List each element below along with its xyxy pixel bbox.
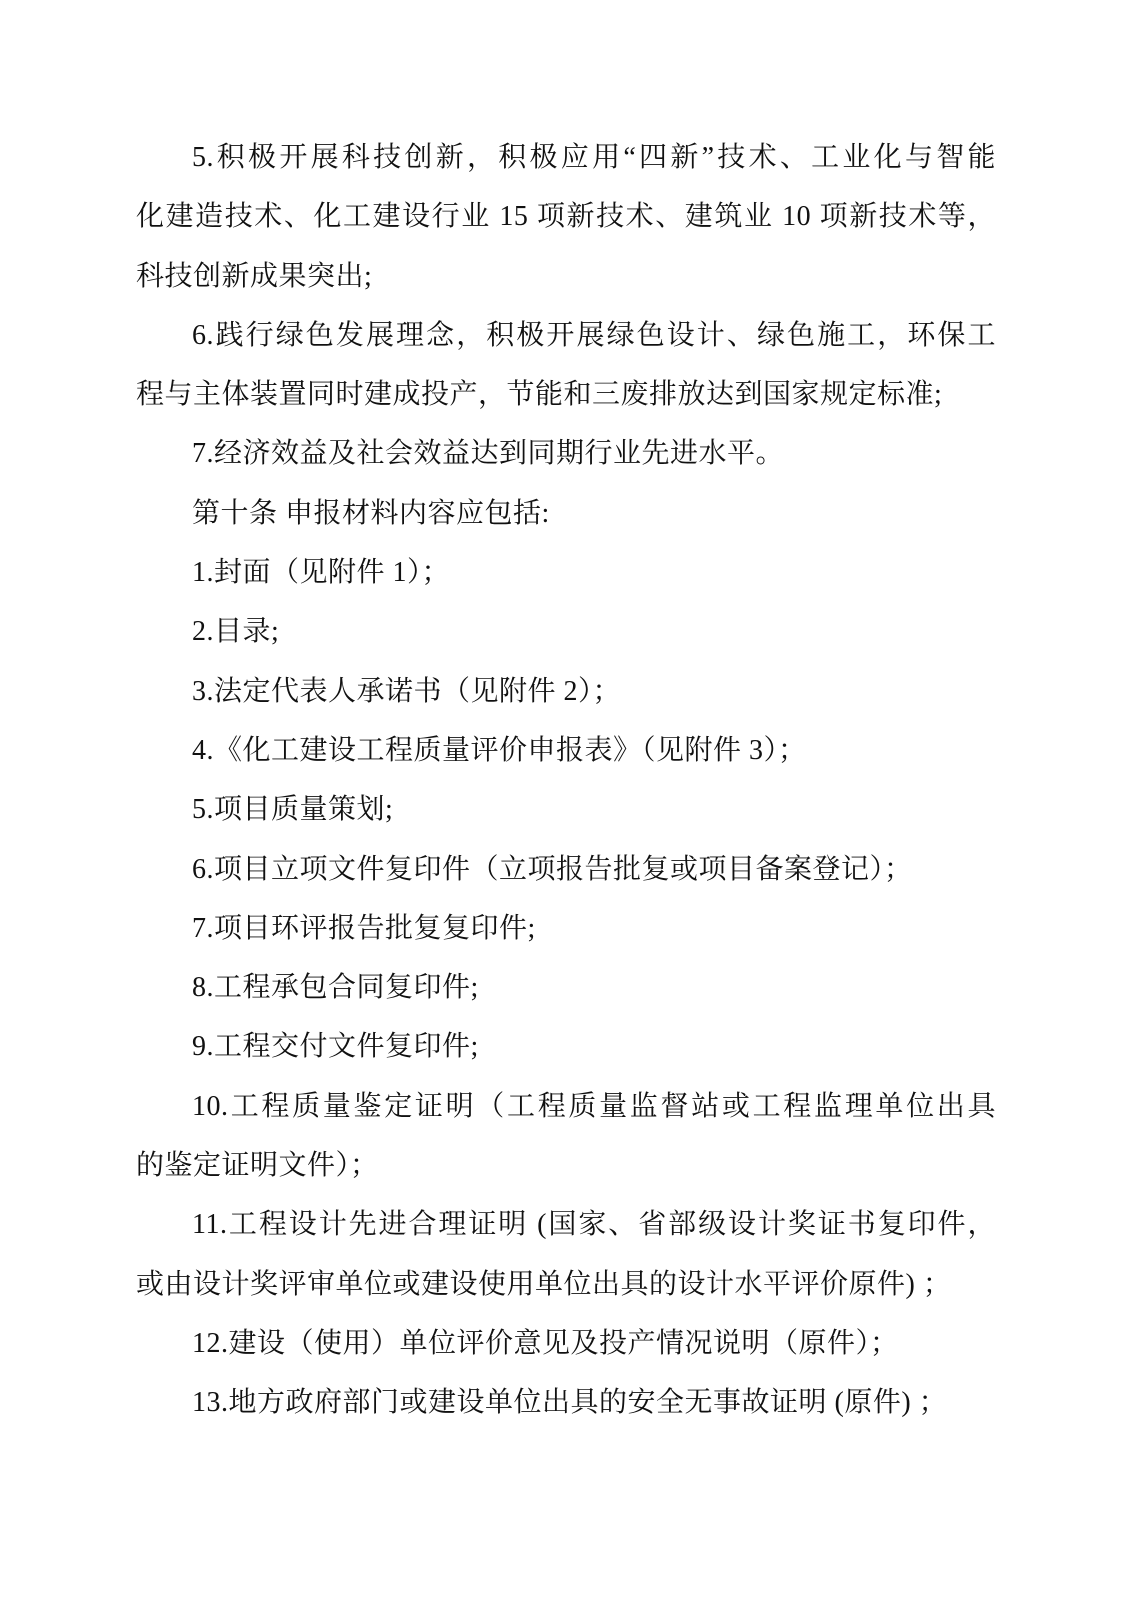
text-line: 的鉴定证明文件）；: [136, 1150, 379, 1182]
text-line: 9.工程交付文件复印件;: [192, 1031, 479, 1063]
text-line: 化建造技术、化工建设行业 15 项新技术、建筑业 10 项新技术等，: [136, 201, 996, 233]
text-line: 或由设计奖评审单位或建设使用单位出具的设计水平评价原件) ；: [136, 1268, 952, 1300]
text-line: 3.法定代表人承诺书（见附件 2）；: [192, 675, 622, 707]
text-line: 第十条 申报材料内容应包括:: [192, 497, 550, 529]
text-line: 7.经济效益及社会效益达到同期行业先进水平。: [192, 438, 785, 470]
text-line: 科技创新成果突出;: [136, 260, 373, 292]
text-line: 6.项目立项文件复印件（立项报告批复或项目备案登记）；: [192, 853, 913, 885]
text-line: 6.践行绿色发展理念，积极开展绿色设计、绿色施工，环保工: [192, 319, 996, 351]
text-line: 5.积极开展科技创新，积极应用“四新”技术、工业化与智能: [192, 142, 996, 173]
text-line: 10.工程质量鉴定证明（工程质量监督站或工程监理单位出具: [192, 1090, 996, 1122]
document-body: [136, 128, 996, 1433]
text-line: 13.地方政府部门或建设单位出具的安全无事故证明 (原件) ；: [192, 1387, 948, 1419]
text-line: 8.工程承包合同复印件;: [192, 972, 479, 1004]
text-line: 4.《化工建设工程质量评价申报表》（见附件 3）；: [192, 734, 807, 766]
text-line: 程与主体装置同时建成投产，节能和三废排放达到国家规定标准;: [136, 379, 943, 411]
text-line: 7.项目环评报告批复复印件;: [192, 912, 536, 944]
text-line: 2.目录;: [192, 616, 280, 648]
text-line: 12.建设（使用）单位评价意见及投产情况说明（原件）；: [192, 1327, 899, 1359]
text-line: 1.封面（见附件 1）；: [192, 557, 451, 589]
text-line: 5.项目质量策划;: [192, 794, 394, 826]
text-line: 11.工程设计先进合理证明 (国家、省部级设计奖证书复印件，: [192, 1209, 996, 1241]
